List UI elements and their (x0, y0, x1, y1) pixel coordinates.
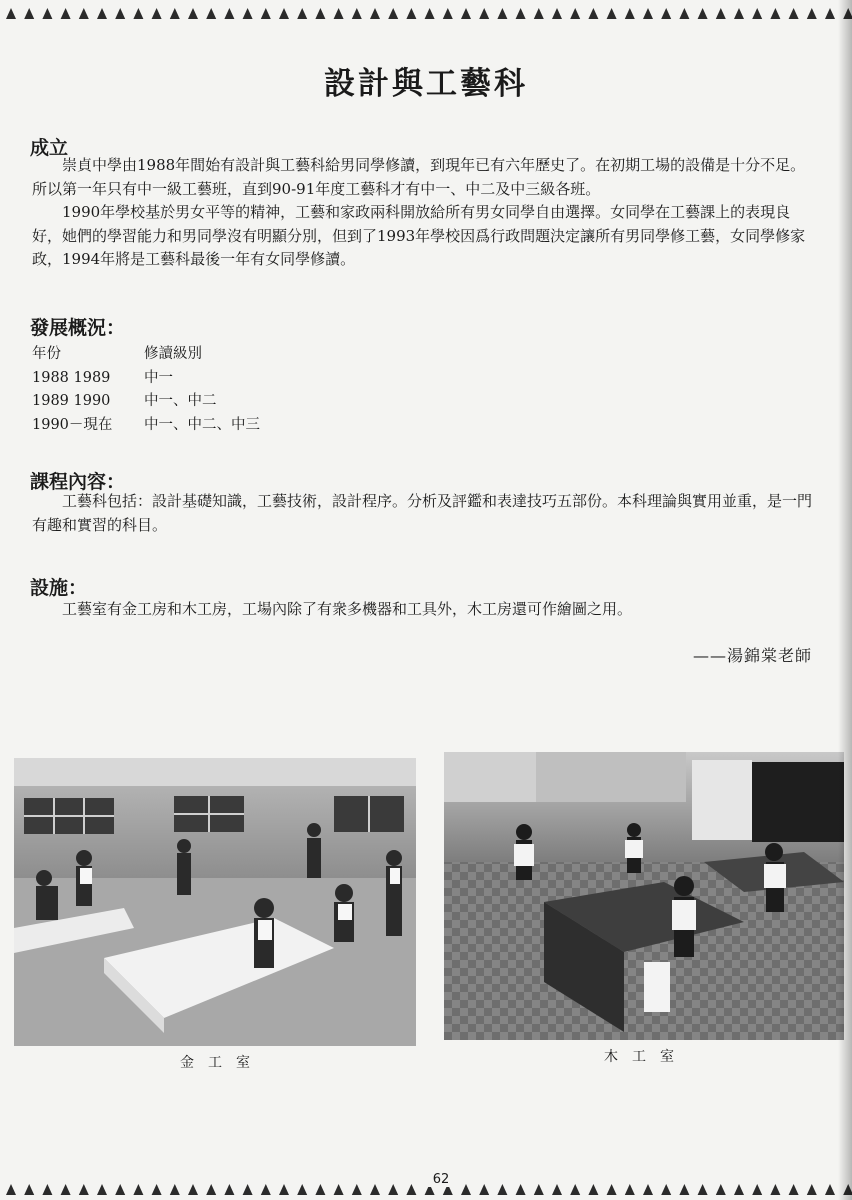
triangle-ornament (588, 8, 598, 19)
founding-paragraph-1: 崇貞中學由1988年間始有設計與工藝科給男同學修讀，到現年已有六年歷史了。在初期工場的設備是十分不足。所以第一年只有中一級工藝班，直到90-91年度工藝科才有中一、中二及中三級各班。 (32, 156, 806, 198)
triangle-ornament (297, 1184, 307, 1195)
triangle-ornament (625, 1184, 635, 1195)
page-number: 62 (426, 1172, 456, 1187)
metal-workshop-caption: 金工室 (180, 1055, 264, 1071)
triangle-ornament (734, 8, 744, 19)
row-level: 中一、中二 (144, 393, 217, 409)
triangle-ornament (352, 8, 362, 19)
triangle-ornament (42, 1184, 52, 1195)
metal-workshop-photo (14, 758, 416, 1046)
row-year: 1989 1990 (32, 393, 111, 409)
row-year: 1988 1989 (32, 369, 111, 386)
triangle-ornament (534, 8, 544, 19)
triangle-ornament (152, 1184, 162, 1195)
table-row (32, 390, 260, 414)
triangle-ornament (516, 8, 526, 19)
page-title: 設計與工藝科 (324, 66, 528, 102)
triangle-ornament (825, 8, 835, 19)
triangle-ornament (497, 1184, 507, 1195)
triangle-ornament (79, 8, 89, 19)
triangle-ornament (206, 1184, 216, 1195)
heading-curriculum: 課程內容： (30, 471, 126, 493)
triangle-ornament (479, 8, 489, 19)
triangle-ornament (734, 1184, 744, 1195)
triangle-ornament (643, 1184, 653, 1195)
triangle-ornament (42, 8, 52, 19)
triangle-ornament (133, 8, 143, 19)
author-signature: ——湯錦棠老師 (692, 646, 812, 665)
triangle-ornament (188, 8, 198, 19)
triangle-ornament (115, 1184, 125, 1195)
triangle-ornament (352, 1184, 362, 1195)
development-table-header (32, 343, 260, 367)
heading-development: 發展概況： (30, 317, 126, 339)
triangle-ornament (315, 8, 325, 19)
triangle-ornament (206, 8, 216, 19)
triangle-ornament (588, 1184, 598, 1195)
triangle-ornament (570, 8, 580, 19)
triangle-ornament (152, 8, 162, 19)
triangle-ornament (497, 8, 507, 19)
heading-facilities: 設施： (30, 577, 88, 599)
triangle-ornament (334, 1184, 344, 1195)
triangle-ornament (698, 1184, 708, 1195)
triangle-ornament (807, 1184, 817, 1195)
triangle-ornament (297, 8, 307, 19)
triangle-ornament (261, 8, 271, 19)
column-header-level: 修讀級別 (144, 346, 202, 362)
triangle-ornament (406, 8, 416, 19)
triangle-ornament (334, 8, 344, 19)
triangle-ornament (6, 8, 16, 19)
triangle-ornament (698, 8, 708, 19)
triangle-ornament (716, 8, 726, 19)
triangle-ornament (406, 1184, 416, 1195)
page-edge-shadow (838, 0, 852, 1200)
triangle-ornament (516, 1184, 526, 1195)
triangle-ornament (643, 8, 653, 19)
wood-workshop-caption: 木工室 (604, 1049, 688, 1065)
triangle-ornament (479, 1184, 489, 1195)
triangle-border-top (0, 4, 852, 22)
triangle-ornament (79, 1184, 89, 1195)
triangle-ornament (6, 1184, 16, 1195)
column-header-year: 年份 (32, 346, 61, 362)
table-row (32, 367, 260, 391)
facilities-paragraph: 工藝室有金工房和木工房，工場內除了有衆多機器和工具外，木工房還可作繪圖之用。 (62, 600, 633, 618)
triangle-ornament (188, 1184, 198, 1195)
triangle-ornament (534, 1184, 544, 1195)
triangle-ornament (552, 8, 562, 19)
triangle-ornament (661, 8, 671, 19)
table-row (32, 414, 260, 438)
triangle-ornament (388, 1184, 398, 1195)
triangle-ornament (770, 8, 780, 19)
triangle-ornament (388, 8, 398, 19)
wood-workshop-photo (444, 752, 844, 1040)
triangle-ornament (570, 1184, 580, 1195)
triangle-ornament (661, 1184, 671, 1195)
triangle-ornament (170, 1184, 180, 1195)
triangle-ornament (24, 8, 34, 19)
triangle-ornament (133, 1184, 143, 1195)
triangle-ornament (789, 8, 799, 19)
triangle-ornament (752, 8, 762, 19)
triangle-ornament (789, 1184, 799, 1195)
development-table (32, 343, 260, 437)
founding-paragraph-2: 1990年學校基於男女平等的精神，工藝和家政兩科開放給所有男女同學自由選擇。女同學在工藝課上的表現良好，她們的學習能力和男同學沒有明顯分別，但到了1993年學校因爲行政問題決定讓所有男同學修工藝，女同學修家政，1994年將是工藝科最後一年有女同學修讀。 (32, 203, 806, 268)
triangle-ornament (170, 8, 180, 19)
triangle-ornament (461, 1184, 471, 1195)
triangle-ornament (315, 1184, 325, 1195)
triangle-ornament (24, 1184, 34, 1195)
triangle-ornament (61, 8, 71, 19)
curriculum-paragraph: 工藝科包括：設計基礎知識，工藝技術，設計程序。分析及評鑑和表達技巧五部份。本科理論與實用並重，是一門有趣和實習的科目。 (32, 492, 813, 534)
triangle-ornament (243, 1184, 253, 1195)
triangle-ornament (443, 8, 453, 19)
triangle-ornament (752, 1184, 762, 1195)
triangle-ornament (461, 8, 471, 19)
triangle-ornament (607, 1184, 617, 1195)
triangle-ornament (261, 1184, 271, 1195)
triangle-ornament (370, 8, 380, 19)
triangle-ornament (61, 1184, 71, 1195)
triangle-ornament (279, 1184, 289, 1195)
triangle-ornament (224, 8, 234, 19)
triangle-ornament (552, 1184, 562, 1195)
triangle-ornament (770, 1184, 780, 1195)
row-level: 中一 (144, 369, 173, 386)
triangle-ornament (279, 8, 289, 19)
triangle-ornament (625, 8, 635, 19)
triangle-ornament (243, 8, 253, 19)
triangle-ornament (97, 8, 107, 19)
triangle-ornament (370, 1184, 380, 1195)
triangle-ornament (115, 8, 125, 19)
triangle-ornament (716, 1184, 726, 1195)
triangle-ornament (679, 8, 689, 19)
row-year: 1990－現在 (32, 416, 113, 433)
triangle-ornament (97, 1184, 107, 1195)
triangle-ornament (825, 1184, 835, 1195)
heading-founding: 成立 (30, 137, 69, 159)
triangle-ornament (807, 8, 817, 19)
triangle-ornament (679, 1184, 689, 1195)
triangle-ornament (425, 8, 435, 19)
row-level: 中一、中二、中三 (144, 416, 260, 433)
triangle-ornament (224, 1184, 234, 1195)
triangle-ornament (607, 8, 617, 19)
